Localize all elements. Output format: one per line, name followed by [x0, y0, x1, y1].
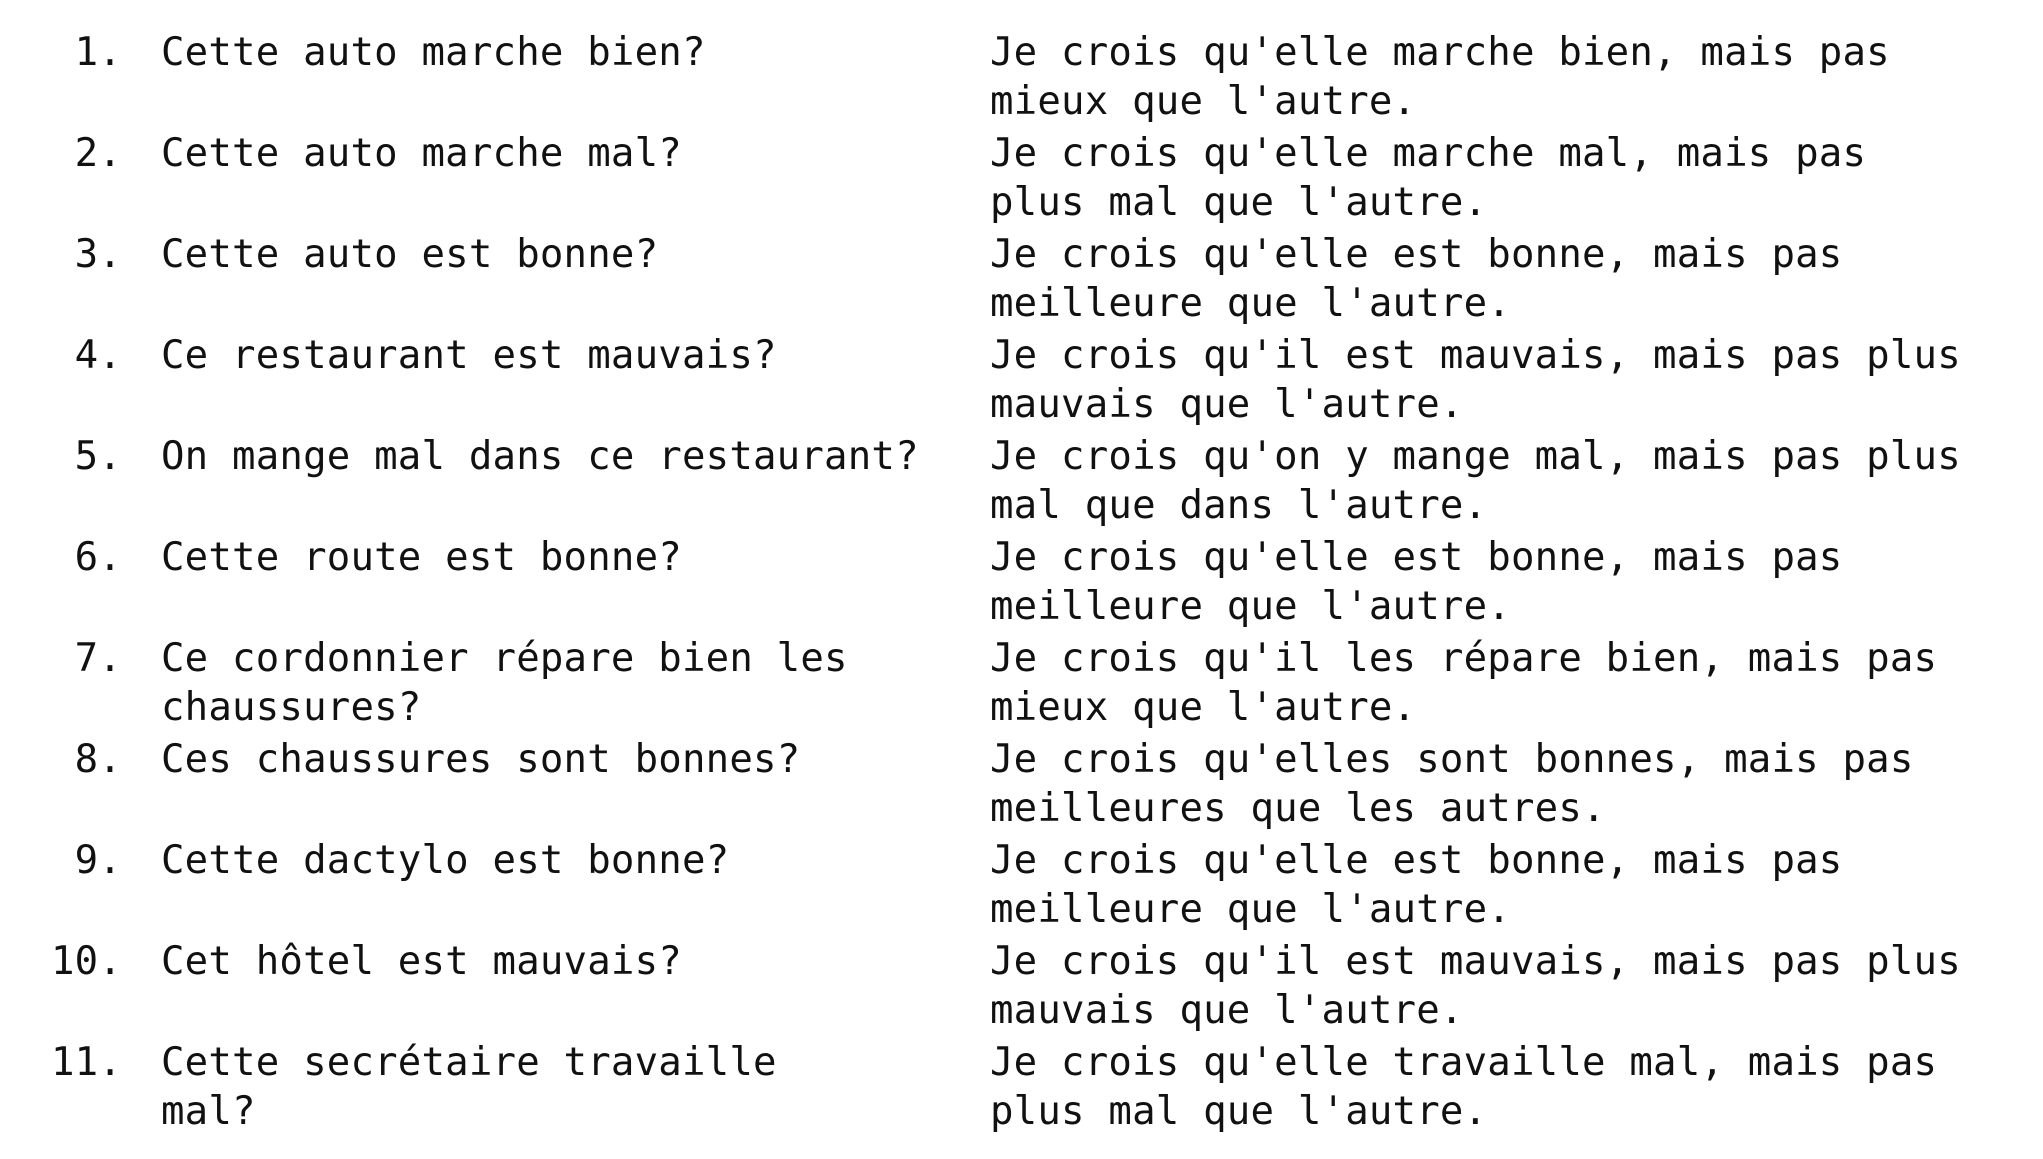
item-question: Cette auto marche bien?	[161, 30, 706, 75]
item-answer: Je crois qu'elle est bonne, mais pas meilleure que l'autre.	[990, 232, 1843, 326]
item-number: 4.	[74, 333, 122, 378]
exercise-item-9	[0, 836, 2043, 936]
item-number: 2.	[74, 131, 122, 176]
item-answer: Je crois qu'il les répare bien, mais pas mieux que l'autre.	[990, 636, 1938, 730]
item-question: Cette dactylo est bonne?	[161, 838, 730, 883]
item-answer: Je crois qu'elle est bonne, mais pas meilleure que l'autre.	[990, 535, 1843, 629]
exercise-item-5	[0, 432, 2043, 532]
exercise-item-8	[0, 735, 2043, 835]
item-question: Cette route est bonne?	[161, 535, 682, 580]
item-answer: Je crois qu'il est mauvais, mais pas plus mauvais que l'autre.	[990, 333, 1961, 427]
exercise-item-4	[0, 331, 2043, 431]
item-number: 9.	[74, 838, 122, 883]
item-number: 3.	[74, 232, 122, 277]
exercise-item-11	[0, 1038, 2043, 1138]
item-question: Ce restaurant est mauvais?	[161, 333, 777, 378]
exercise-item-7	[0, 634, 2043, 734]
item-answer: Je crois qu'il est mauvais, mais pas plus mauvais que l'autre.	[990, 939, 1961, 1033]
item-answer: Je crois qu'elle travaille mal, mais pas plus mal que l'autre.	[990, 1040, 1938, 1134]
item-answer: Je crois qu'elles sont bonnes, mais pas meilleures que les autres.	[990, 737, 1914, 831]
item-answer: Je crois qu'on y mange mal, mais pas plus mal que dans l'autre.	[990, 434, 1961, 528]
item-question: Cet hôtel est mauvais?	[161, 939, 682, 984]
item-question: Ce cordonnier répare bien les chaussures?	[161, 636, 848, 730]
item-answer: Je crois qu'elle est bonne, mais pas meilleure que l'autre.	[990, 838, 1843, 932]
item-number: 1.	[74, 30, 122, 75]
item-question: Cette secrétaire travaille mal?	[161, 1040, 777, 1134]
item-number: 6.	[74, 535, 122, 580]
item-question: On mange mal dans ce restaurant?	[161, 434, 919, 479]
exercise-item-10	[0, 937, 2043, 1037]
item-number: 7.	[74, 636, 122, 681]
exercise-item-6	[0, 533, 2043, 633]
item-question: Cette auto est bonne?	[161, 232, 659, 277]
item-answer: Je crois qu'elle marche mal, mais pas plus mal que l'autre.	[990, 131, 1867, 225]
exercise-item-1	[0, 28, 2043, 128]
item-answer: Je crois qu'elle marche bien, mais pas mieux que l'autre.	[990, 30, 1890, 124]
item-number: 5.	[74, 434, 122, 479]
item-number: 11.	[50, 1040, 122, 1085]
item-number: 10.	[50, 939, 122, 984]
exercise-item-2	[0, 129, 2043, 229]
item-question: Ces chaussures sont bonnes?	[161, 737, 801, 782]
item-number: 8.	[74, 737, 122, 782]
exercise-item-3	[0, 230, 2043, 330]
item-question: Cette auto marche mal?	[161, 131, 682, 176]
